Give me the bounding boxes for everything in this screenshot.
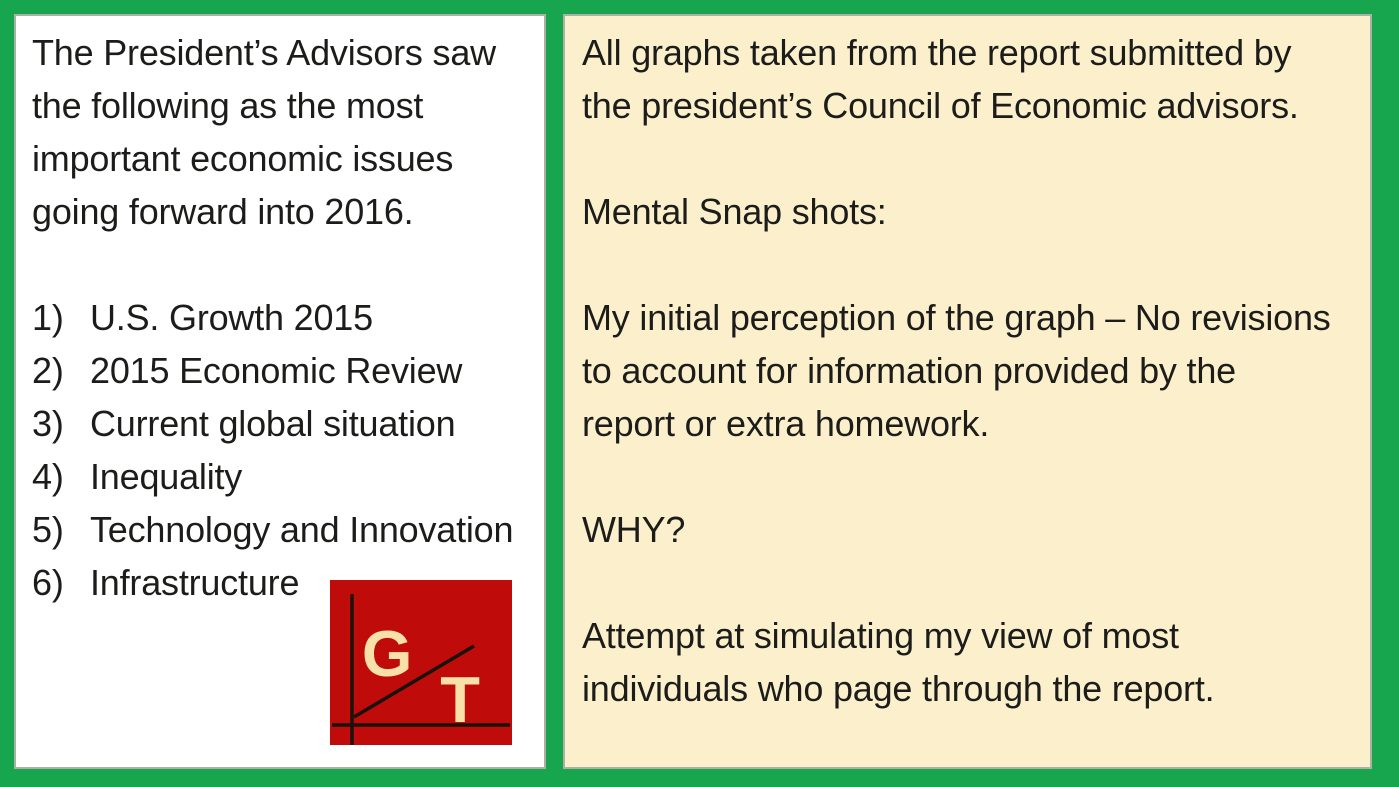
blank-line (582, 238, 1370, 291)
list-item (32, 450, 544, 503)
perception-line: report or extra homework. (582, 403, 990, 444)
list-item-number: 2) (32, 350, 64, 391)
list-item-label: Technology and Innovation (90, 509, 514, 550)
why-question: WHY? (582, 509, 686, 550)
list-item-label: 2015 Economic Review (90, 350, 463, 391)
growth-chart-logo-icon (330, 580, 512, 745)
blank-line (32, 238, 544, 291)
perception-paragraph (582, 291, 1370, 450)
intro-line: important economic issues (32, 138, 454, 179)
source-note-line: All graphs taken from the report submitted by (582, 32, 1292, 73)
left-panel (14, 14, 546, 769)
list-item-number: 3) (32, 403, 64, 444)
intro-paragraph (32, 26, 544, 238)
list-item-label: Infrastructure (90, 562, 300, 603)
list-item-label: Current global situation (90, 403, 456, 444)
attempt-paragraph (582, 609, 1370, 715)
list-item-number: 4) (32, 456, 64, 497)
attempt-line: individuals who page through the report. (582, 668, 1215, 709)
source-note-paragraph (582, 26, 1370, 132)
list-item-number: 5) (32, 509, 64, 550)
right-panel (563, 14, 1372, 769)
list-item-label: Inequality (90, 456, 243, 497)
blank-line (582, 556, 1370, 609)
list-item (32, 291, 544, 344)
blank-line (582, 132, 1370, 185)
intro-line: going forward into 2016. (32, 191, 414, 232)
logo-background (330, 580, 512, 745)
list-item (32, 503, 544, 556)
blank-line (582, 450, 1370, 503)
list-item-number: 6) (32, 562, 64, 603)
list-item (32, 397, 544, 450)
intro-line: the following as the most (32, 85, 424, 126)
perception-line: My initial perception of the graph – No revisions (582, 297, 1331, 338)
logo-letter-g: G (361, 617, 413, 690)
source-note-line: the president’s Council of Economic advisors. (582, 85, 1299, 126)
logo-letter-t: T (440, 663, 480, 736)
list-item (32, 344, 544, 397)
issues-list (32, 291, 544, 609)
intro-line: The President’s Advisors saw (32, 32, 496, 73)
mental-snapshots-heading: Mental Snap shots: (582, 191, 887, 232)
list-item-number: 1) (32, 297, 64, 338)
attempt-line: Attempt at simulating my view of most (582, 615, 1179, 656)
perception-line: to account for information provided by the (582, 350, 1236, 391)
list-item-label: U.S. Growth 2015 (90, 297, 373, 338)
growth-chart-logo (330, 580, 512, 745)
